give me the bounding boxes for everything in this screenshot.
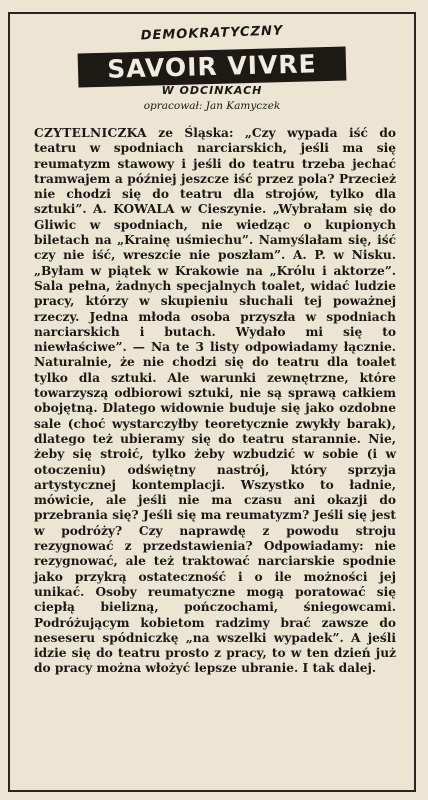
column-header <box>8 14 416 114</box>
article-body <box>34 126 396 677</box>
reader-letter-2: w Cieszynie. „Wybrałam się do Gliwic w spodniach, nie wiedząc o kupionych biletach na „Krainę uśmiechu”. Namyślałam się, iść czy nie iść, wreszcie nie poszłam”. <box>34 202 397 263</box>
header-subtitle: W ODCINKACH <box>161 84 263 97</box>
reader-letter-3-and-answer: w Nisku. „Byłam w piątek w Krakowie na „Królu i aktorze”. Sala pełna, żadnych specjalnych toalet, widać ludzie pracy, którzy w skupieniu słuchali tej poważnej rzeczy. Jedna młoda osoba przyszła w spodniach narciarskich i butach. Wydało mi się to niewłaściwe”. — Na te 3 listy odpowiadamy łącznie. Naturalnie, że nie chodzi się do teatru dla toalet tylko dla sztuki. Ale warunki zewnętrzne, które towarzyszą odbiorowi sztuki, nie są sprawą całkiem obojętną. Dlatego widownie buduje się jako ozdobne sale (choć wystarczyłby teoretycznie zwykły barak), dlatego też ubieramy się do teatru starannie. Nie, żeby się stroić, tylko żeby wzbudzić w sobie (i w otoczeniu) odświętny nastrój, który sprzyja artystycznej kontemplacji. Wszystko to ładnie, mówicie, ale jeśli nie ma czasu ani okazji do przebrania się? Jeśli się ma reumatyzm? Jeśli się jest w podróży? Czy naprawdę z powodu stroju rezygnować z przedstawienia? Odpowiadamy: nie rezygnować, ale też traktować narciarskie spodnie jako przykrą ostateczność i o ile możności jej unikać. Osoby reumatyczne mogą poratować się ciepłą bielizną, pończochami, śniegowcami. Podróżującym kobietom radzimy brać zawsze do neseseru spódniczkę „na wszelki wypadek”. A jeśli idzie się do teatru prosto z pracy, to w ten dzień już do pracy można włożyć lepsze ubranie. I tak dalej. <box>34 248 396 676</box>
author-credit: opracował: Jan Kamyczek <box>143 100 281 112</box>
reader-name-2: A. KOWALA <box>93 202 175 217</box>
reader-name-1: CZYTELNICZKA <box>34 126 147 140</box>
header-title: SAVOIR VIVRE <box>78 46 347 87</box>
header-kicker: DEMOKRATYCZNY <box>140 23 284 44</box>
reader-letter-1: ze Śląska: „Czy wypada iść do teatru w spodniach narciarskich, jeśli ma się reumatyzm stawowy i jeśli do teatru trzeba jechać tramwajem a później jeszcze iść przez pola? Przecież nie chodzi się do teatru dla strojów, tylko dla sztuki”. <box>34 126 396 217</box>
reader-name-3: A. P. <box>292 248 326 263</box>
